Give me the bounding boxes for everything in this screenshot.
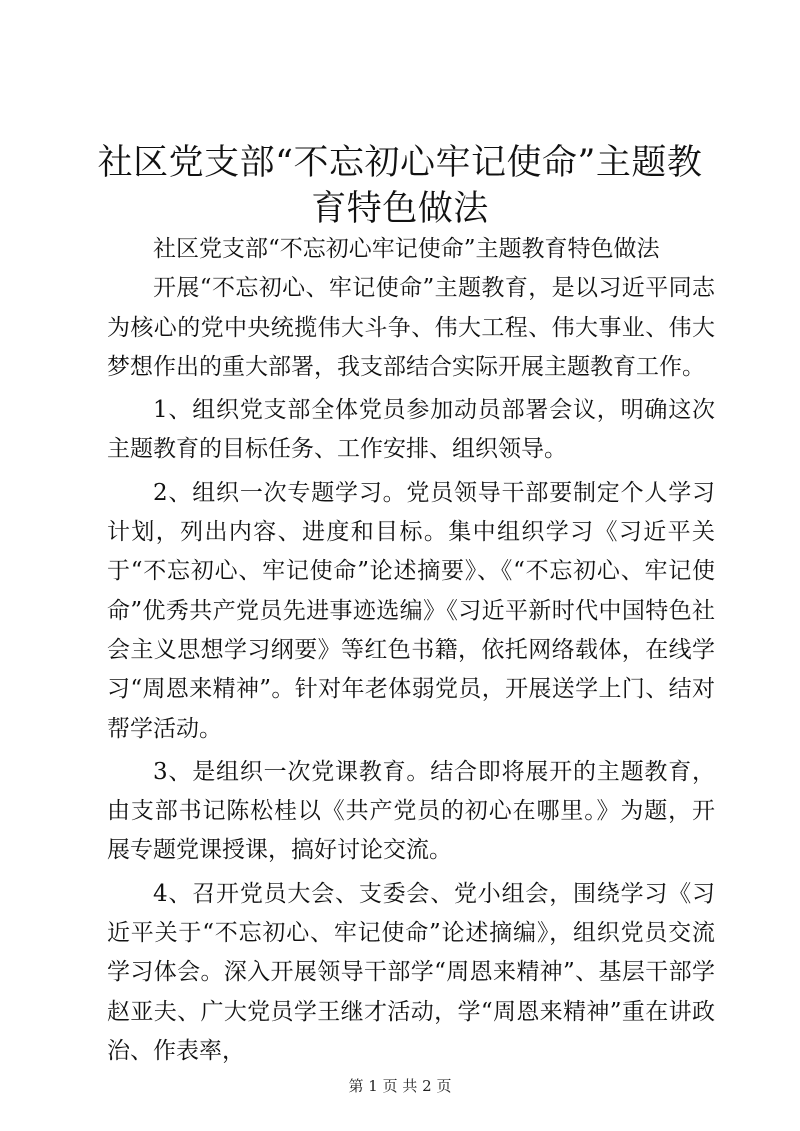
paragraph-item-4: 4、召开党员大会、支委会、党小组会，围绕学习《习近平关于“不忘初心、牢记使命”论述摘编》，组织党员交流学习体会。深入开展领导干部学“周恩来精神”、基层干部学赵亚夫、广大党员学王继才活动，学“周恩来精神”重在讲政治、作表率， bbox=[107, 880, 715, 1064]
document-subtitle: 社区党支部“不忘初心牢记使命”主题教育特色做法 bbox=[153, 236, 660, 262]
paragraph-item-3: 3、是组织一次党课教育。结合即将展开的主题教育，由支部书记陈松桂以《共产党员的初心在哪里。》为题，开展专题党课授课，搞好讨论交流。 bbox=[107, 758, 715, 864]
document-body bbox=[107, 230, 715, 1071]
paragraph-intro: 开展“不忘初心、牢记使命”主题教育，是以习近平同志为核心的党中央统揽伟大斗争、伟大工程、伟大事业、伟大梦想作出的重大部署，我支部结合实际开展主题教育工作。 bbox=[107, 275, 715, 380]
document-title: 社区党支部“不忘初心牢记使命”主题教育特色做法 bbox=[97, 143, 703, 229]
paragraph-item-2: 2、组织一次专题学习。党员领导干部要制定个人学习计划，列出内容、进度和目标。集中组织学习《习近平关于“不忘初心、牢记使命”论述摘要》、《“不忘初心、牢记使命”优秀共产党员先进事迹选编》《习近平新时代中国特色社会主义思想学习纲要》等红色书籍，依托网络载体，在线学习“周恩来精神”。针对年老体弱党员，开展送学上门、结对帮学活动。 bbox=[107, 479, 715, 742]
paragraph-item-1: 1、组织党支部全体党员参加动员部署会议，明确这次主题教育的目标任务、工作安排、组织领导。 bbox=[107, 397, 715, 463]
page-footer: 第 1 页 共 2 页 bbox=[348, 1077, 452, 1095]
